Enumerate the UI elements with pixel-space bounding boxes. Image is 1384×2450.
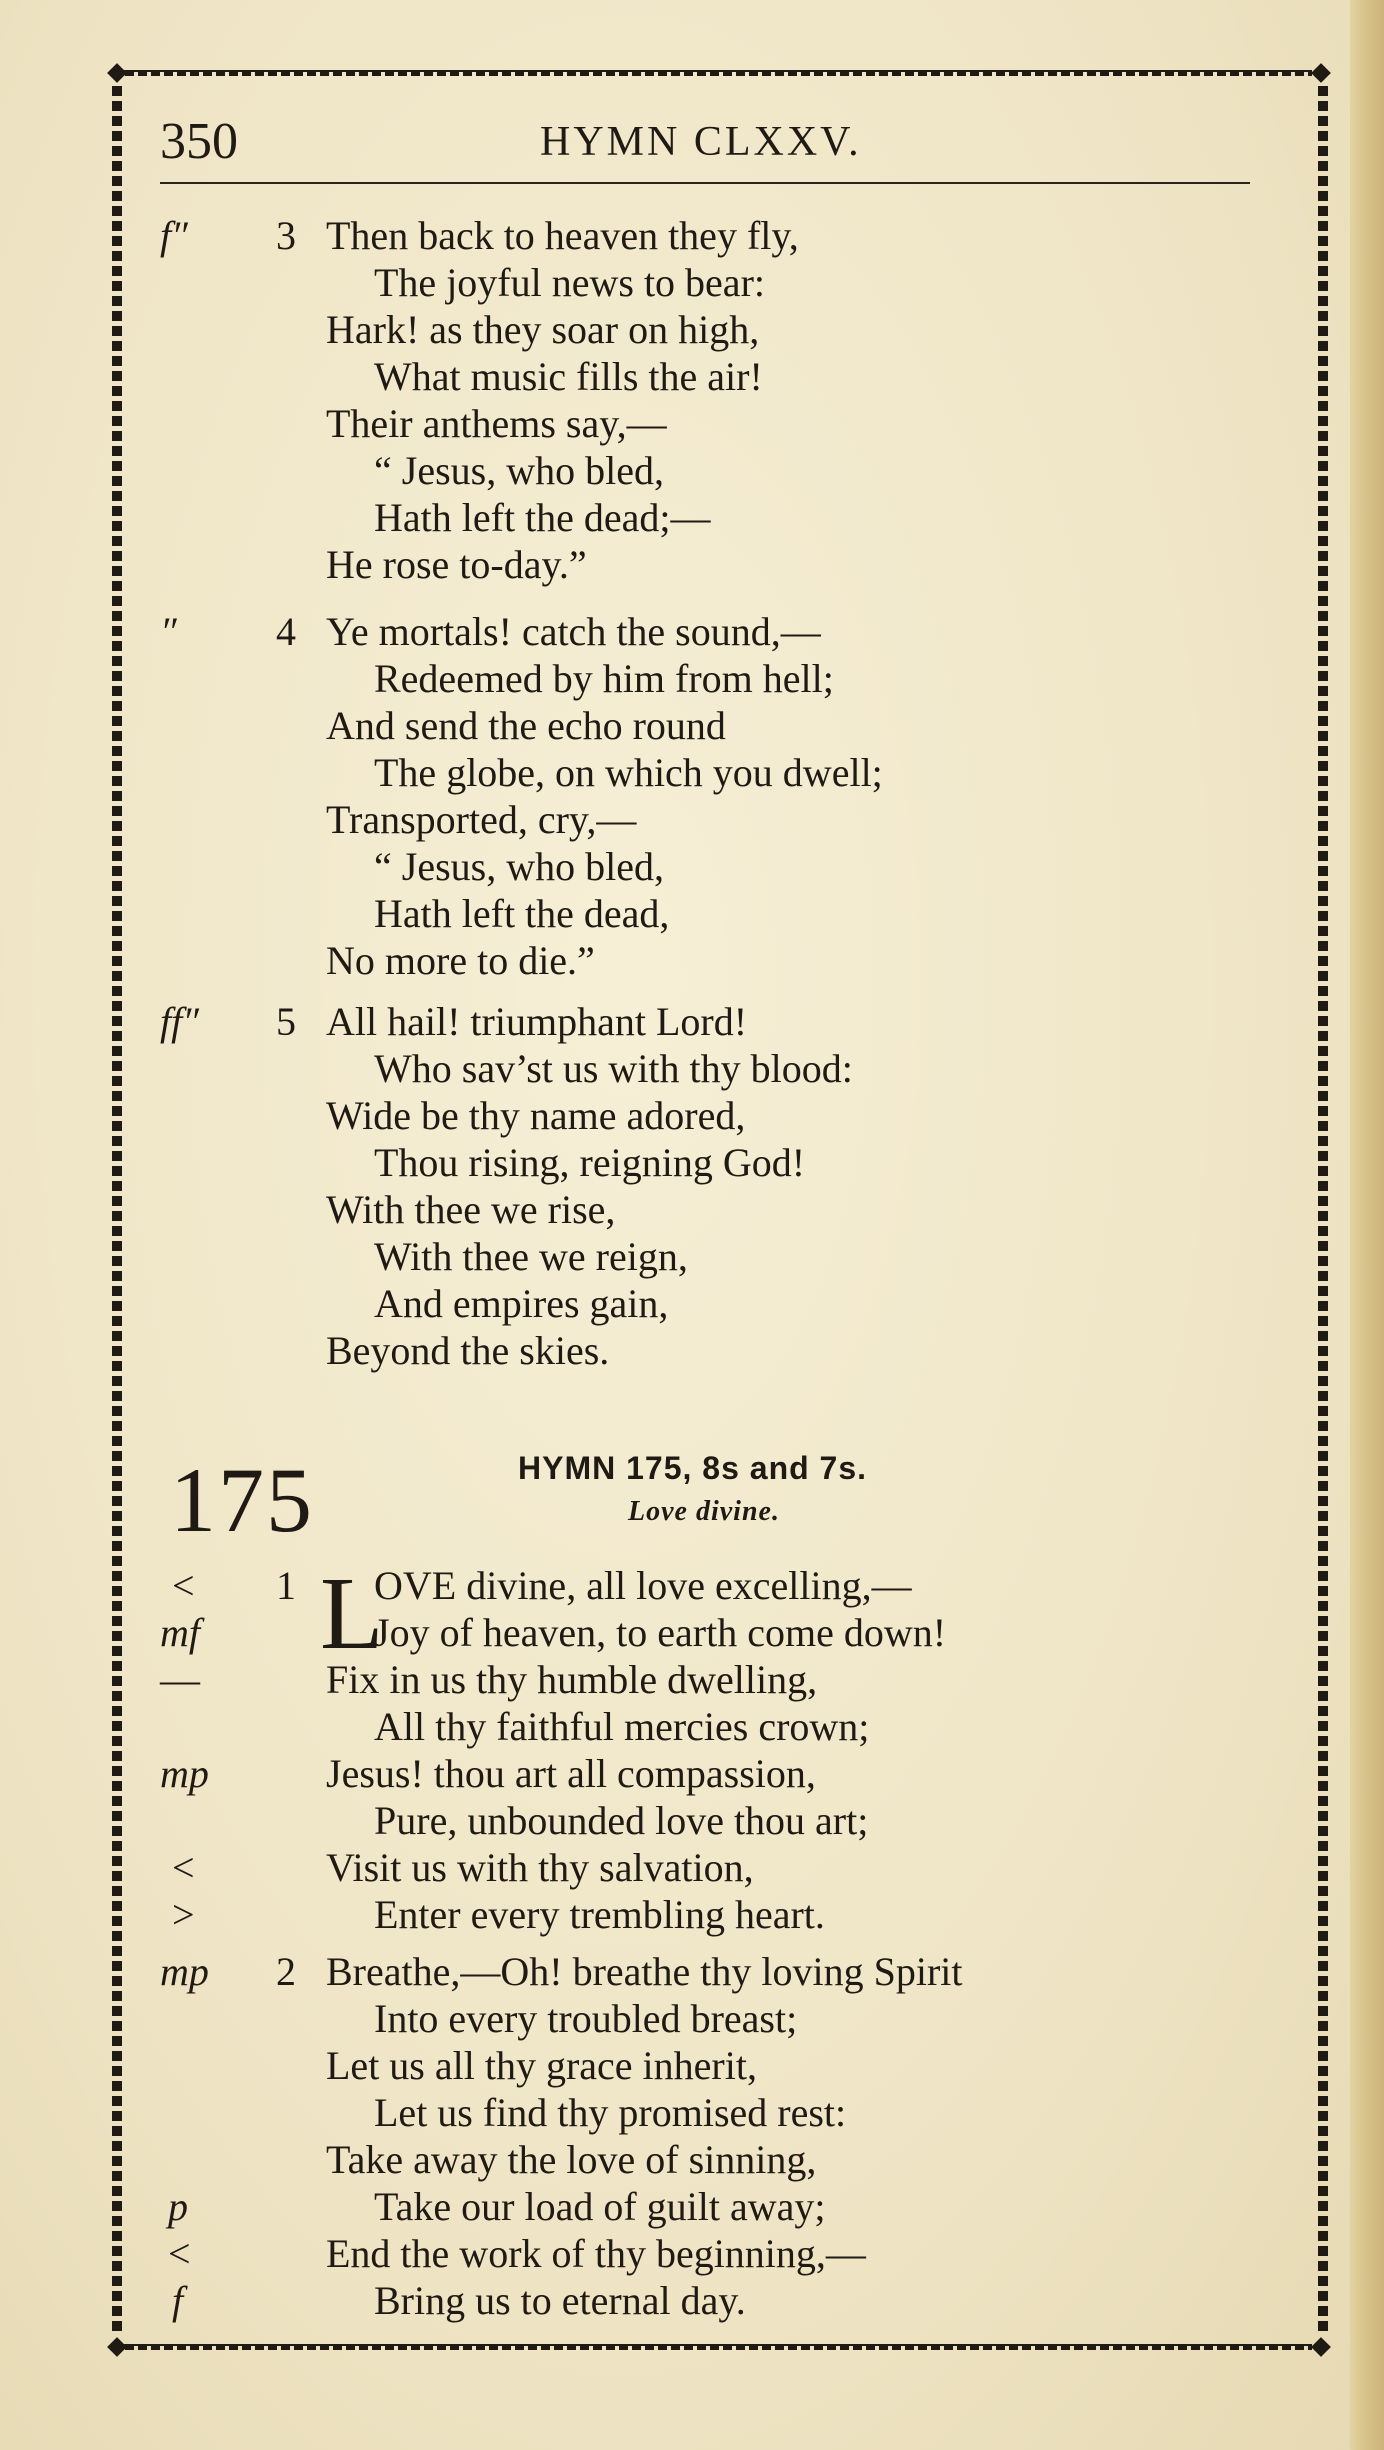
verse-line: No more to die.” bbox=[326, 938, 595, 983]
verse-line: Take our load of guilt away; bbox=[374, 2184, 826, 2229]
dynamic-marking: ff″ bbox=[160, 999, 199, 1044]
verse-line: Ye mortals! catch the sound,— bbox=[326, 609, 821, 654]
left-ornamental-rule bbox=[112, 86, 122, 2336]
verse-line: “ Jesus, who bled, bbox=[374, 844, 664, 889]
hymn-subtitle: Love divine. bbox=[628, 1496, 780, 1527]
dynamic-marking: < bbox=[172, 1845, 195, 1890]
verse-line: And send the echo round bbox=[326, 703, 726, 748]
page-edge bbox=[1350, 0, 1384, 2450]
verse-line: With thee we rise, bbox=[326, 1187, 616, 1232]
verse-line: OVE divine, all love excelling,— bbox=[374, 1563, 912, 1608]
dynamic-marking: > bbox=[172, 1892, 195, 1937]
right-ornamental-rule bbox=[1318, 86, 1328, 2336]
dynamic-marking: f″ bbox=[160, 213, 188, 258]
verse-number: 5 bbox=[276, 999, 296, 1044]
verse-line: Hath left the dead, bbox=[374, 891, 670, 936]
page-header bbox=[160, 112, 1260, 182]
hymn-title: HYMN 175, 8s and 7s. bbox=[518, 1450, 868, 1486]
corner-ornament bbox=[1311, 2337, 1331, 2357]
dynamic-marking: mp bbox=[160, 1949, 209, 1994]
header-rule bbox=[160, 182, 1250, 184]
dynamic-marking: — bbox=[160, 1657, 200, 1702]
verse-number: 2 bbox=[276, 1949, 296, 1994]
verse-line: And empires gain, bbox=[374, 1281, 669, 1326]
verse-line: Then back to heaven they fly, bbox=[326, 213, 799, 258]
page-number: 350 bbox=[160, 113, 238, 170]
verse-line: Jesus! thou art all compassion, bbox=[326, 1751, 816, 1796]
verse-line: Hath left the dead;— bbox=[374, 495, 711, 540]
verse-line: “ Jesus, who bled, bbox=[374, 448, 664, 493]
hymn-number-large: 175 bbox=[170, 1449, 314, 1551]
verse-line: Redeemed by him from hell; bbox=[374, 656, 834, 701]
verse-line: The globe, on which you dwell; bbox=[374, 750, 883, 795]
corner-ornament bbox=[1311, 63, 1331, 83]
verse-line: Joy of heaven, to earth come down! bbox=[374, 1610, 947, 1655]
verse-number: 1 bbox=[276, 1563, 296, 1608]
verse-line: End the work of thy beginning,— bbox=[326, 2231, 866, 2276]
verse-number: 4 bbox=[276, 609, 296, 654]
verse-line: Enter every trembling heart. bbox=[374, 1892, 825, 1937]
bottom-ornamental-rule bbox=[112, 2340, 1312, 2354]
verse-line: Fix in us thy humble dwelling, bbox=[326, 1657, 818, 1702]
verse-line: Into every troubled breast; bbox=[374, 1996, 798, 2041]
dynamic-marking: < bbox=[168, 2231, 191, 2276]
verse-line: Wide be thy name adored, bbox=[326, 1093, 746, 1138]
dynamic-marking: < bbox=[172, 1563, 195, 1608]
verse-line: What music fills the air! bbox=[374, 354, 763, 399]
verse-line: The joyful news to bear: bbox=[374, 260, 765, 305]
dynamic-marking: f bbox=[172, 2278, 184, 2323]
running-head: HYMN CLXXV. bbox=[540, 119, 862, 165]
verse-line: Take away the love of sinning, bbox=[326, 2137, 817, 2182]
verse-line: Who sav’st us with thy blood: bbox=[374, 1046, 853, 1091]
verse-line: He rose to-day.” bbox=[326, 542, 587, 587]
verse-line: Pure, unbounded love thou art; bbox=[374, 1798, 869, 1843]
dynamic-marking: ″ bbox=[160, 609, 177, 654]
dynamic-marking: p bbox=[168, 2184, 188, 2229]
verse-line: With thee we reign, bbox=[374, 1234, 688, 1279]
verse-line: Let us find thy promised rest: bbox=[374, 2090, 847, 2135]
verse-line: All hail! triumphant Lord! bbox=[326, 999, 748, 1044]
dynamic-marking: mf bbox=[160, 1610, 200, 1655]
verse-line: Hark! as they soar on high, bbox=[326, 307, 760, 352]
verse-line: Bring us to eternal day. bbox=[374, 2278, 746, 2323]
verse-line: Beyond the skies. bbox=[326, 1328, 610, 1373]
top-ornamental-rule bbox=[112, 66, 1312, 80]
verse-line: Visit us with thy salvation, bbox=[326, 1845, 754, 1890]
drop-cap: L bbox=[320, 1556, 384, 1671]
verse-number: 3 bbox=[276, 213, 296, 258]
verse-line: Thou rising, reigning God! bbox=[374, 1140, 806, 1185]
verse-line: Let us all thy grace inherit, bbox=[326, 2043, 757, 2088]
verse-line: Breathe,—Oh! breathe thy loving Spirit bbox=[326, 1949, 963, 1994]
dynamic-marking: mp bbox=[160, 1751, 209, 1796]
verse-line: All thy faithful mercies crown; bbox=[374, 1704, 870, 1749]
verse-line: Their anthems say,— bbox=[326, 401, 667, 446]
verse-line: Transported, cry,— bbox=[326, 797, 637, 842]
